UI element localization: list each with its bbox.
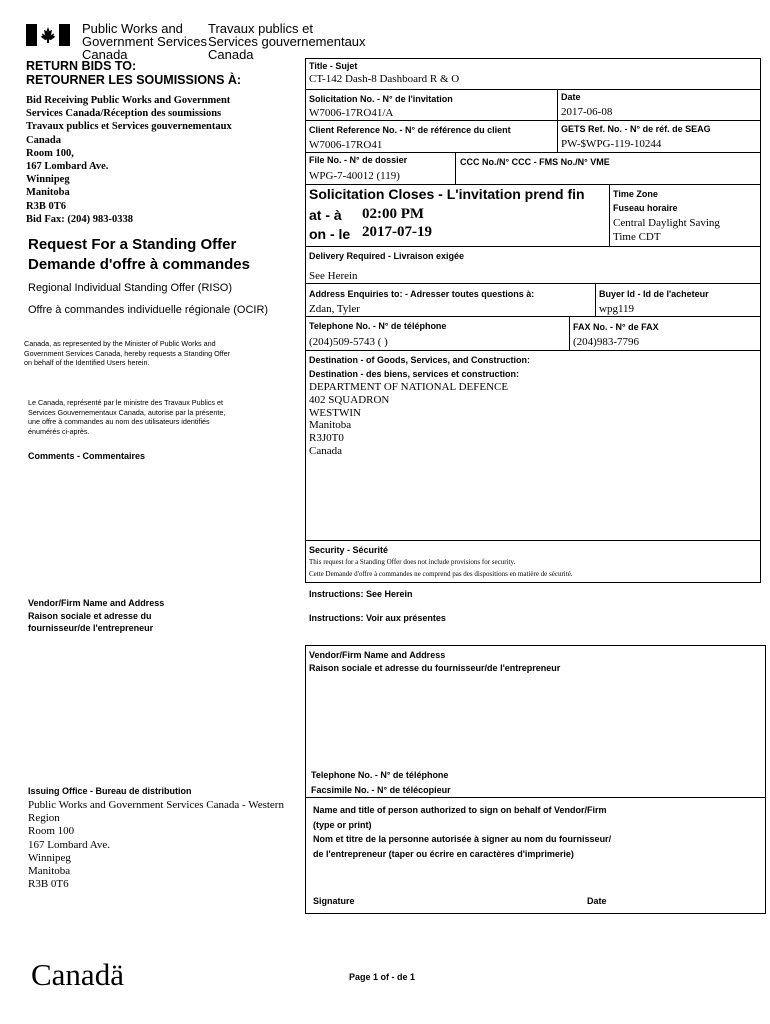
address-enquiries-value: Zdan, Tyler (309, 303, 360, 315)
address-line: Services Canada/Réception des soumissions (26, 108, 222, 120)
vendor-telephone-label: Telephone No. - N° de téléphone (311, 770, 449, 780)
destination-label-en: Destination - of Goods, Services, and Construction: (309, 355, 531, 365)
solicitation-label: Solicitation No. - N° de l'invitation (309, 94, 453, 104)
security-text-en: This request for a Standing Offer does not include provisions for security. (309, 558, 516, 566)
authorized-signer-label (313, 803, 611, 861)
telephone-label: Telephone No. - N° de téléphone (309, 321, 447, 331)
paragraph-line: Services Gouvernementaux Canada, autorise par la présente, (28, 407, 226, 417)
client-reference-value: W7006-17RO41 (309, 139, 383, 151)
closing-date-value: 2017-07-19 (362, 224, 432, 240)
department-name-fr (208, 22, 366, 61)
gets-ref-label: GETS Ref. No. - N° de réf. de SEAG (561, 124, 711, 134)
time-zone-value-cont: Time CDT (613, 231, 661, 243)
issuing-line: R3B 0T6 (28, 878, 69, 891)
destination-label-fr: Destination - des biens, services et construction: (309, 369, 520, 379)
issuing-line: Public Works and Government Services Canada - Western (28, 799, 284, 811)
vendor-box-label-fr: Raison sociale et adresse du fournisseur/de l'entrepreneur (309, 663, 561, 673)
request-title-fr: Demande d'offre à commandes (28, 256, 250, 273)
security-text-fr: Cette Demande d'offre à commandes ne comprend pas des dispositions en matière de sécurité. (309, 570, 573, 578)
rule (305, 152, 761, 153)
bid-fax: Bid Fax: (204) 983-0338 (26, 213, 134, 225)
address-line: 167 Lombard Ave. (26, 161, 109, 173)
solicitation-closes-title: Solicitation Closes - L'invitation prend fin (309, 186, 585, 202)
date-label: Date (561, 92, 581, 102)
telephone-value: (204)509-5743 ( ) (309, 336, 388, 348)
standing-offer-type-fr: Offre à commandes individuelle régionale (OCIR) (28, 304, 269, 316)
vendor-left-label (28, 597, 164, 635)
time-zone-label: Time Zone (613, 189, 658, 199)
destination-address (309, 381, 508, 458)
paragraph-line: une offre à commandes au nom des utilisateurs identifiés (28, 417, 210, 426)
solicitation-value: W7006-17RO41/A (309, 107, 394, 119)
paragraph-line: Government Services Canada, hereby requests a Standing Offer (24, 348, 231, 358)
dept-fr-line: Services gouvernementaux (208, 34, 366, 49)
closing-time-value: 02:00 PM (362, 206, 425, 222)
bid-receiving-address (26, 94, 232, 226)
signer-label-line: Name and title of person authorized to sign on behalf of Vendor/Firm (313, 805, 607, 815)
signer-label-line: Nom et titre de la personne autorisée à signer au nom du fournisseur/ (313, 834, 612, 844)
rule (305, 246, 761, 247)
rule (305, 540, 761, 541)
client-reference-label: Client Reference No. - N° de référence du client (309, 125, 511, 135)
vendor-label-line: Raison sociale et adresse du (28, 610, 152, 621)
destination-line: WESTWIN (309, 406, 361, 419)
address-line: Manitoba (26, 187, 70, 199)
fax-value: (204)983-7796 (573, 336, 639, 348)
vendor-box-label-en: Vendor/Firm Name and Address (309, 650, 446, 660)
vendor-label-line: Vendor/Firm Name and Address (28, 598, 165, 608)
return-bids-title-fr: RETOURNER LES SOUMISSIONS À: (26, 73, 242, 87)
issuing-line: Region (28, 812, 60, 825)
signature-label: Signature (313, 896, 355, 906)
signature-date-label: Date (587, 896, 607, 906)
time-zone-value: Central Daylight Saving (613, 217, 720, 229)
address-line: Winnipeg (26, 174, 70, 186)
date-value: 2017-06-08 (561, 106, 613, 118)
destination-line: DEPARTMENT OF NATIONAL DEFENCE (309, 381, 509, 393)
destination-line: R3J0T0 (309, 432, 344, 445)
page-number: Page 1 of - de 1 (349, 972, 416, 982)
return-bids-title-en: RETURN BIDS TO: (26, 59, 137, 73)
ccc-fms-label: CCC No./N° CCC - FMS No./N° VME (460, 157, 610, 167)
file-number-label: File No. - N° de dossier (309, 155, 408, 165)
rule (305, 89, 761, 90)
request-title-en: Request For a Standing Offer (28, 236, 237, 253)
vendor-facsimile-label: Facsimile No. - N° de télécopieur (311, 785, 451, 795)
paragraph-line: énumérés ci-après. (28, 426, 90, 436)
comments-label: Comments - Commentaires (28, 451, 146, 461)
dept-fr-line: Canada (208, 47, 254, 62)
security-label: Security - Sécurité (309, 545, 389, 555)
file-number-value: WPG-7-40012 (119) (309, 170, 400, 182)
title-value: CT-142 Dash-8 Dashboard R & O (309, 73, 460, 85)
dept-fr-line: Travaux publics et (208, 21, 314, 36)
issuing-line: Winnipeg (28, 851, 71, 864)
rule (305, 120, 761, 121)
instructions-fr: Instructions: Voir aux présentes (309, 613, 446, 623)
paragraph-line: Le Canada, représenté par le ministre des Travaux Publics et (28, 398, 223, 407)
rule (305, 350, 761, 351)
closing-on-label: on - le (309, 226, 351, 242)
dept-en-line: Public Works and (82, 21, 183, 36)
vendor-label-line: fournisseur/de l'entrepreneur (28, 623, 154, 633)
title-label: Title - Sujet (309, 61, 358, 71)
issuing-office-label: Issuing Office - Bureau de distribution (28, 786, 192, 796)
buyer-id-label: Buyer Id - Id de l'acheteur (599, 289, 709, 299)
delivery-label: Delivery Required - Livraison exigée (309, 251, 465, 261)
address-line: Bid Receiving Public Works and Government (26, 95, 231, 106)
address-line: Travaux publics et Services gouvernementaux (26, 121, 232, 133)
standing-offer-type-en: Regional Individual Standing Offer (RISO) (28, 282, 233, 294)
destination-line: Canada (309, 444, 342, 457)
paragraph-line: on behalf of the Identified Users herein. (24, 358, 150, 367)
fuseau-horaire-label: Fuseau horaire (613, 203, 678, 213)
address-line: Canada (26, 134, 62, 146)
buyer-id-value: wpg119 (599, 303, 635, 315)
gets-ref-value: PW-$WPG-119-10244 (561, 138, 662, 150)
department-name-en (82, 22, 207, 61)
signer-label-line: (type or print) (313, 819, 372, 830)
divider (609, 184, 610, 246)
divider (557, 89, 558, 152)
issuing-office-address (28, 799, 284, 891)
rule (305, 316, 761, 317)
request-paragraph-fr (28, 398, 225, 436)
signer-label-line: de l'entrepreneur (taper ou écrire en caractères d'imprimerie) (313, 848, 574, 859)
issuing-line: 167 Lombard Ave. (28, 838, 110, 851)
dept-en-line: Canada (82, 47, 128, 62)
address-enquiries-label: Address Enquiries to: - Adresser toutes questions à: (309, 289, 535, 299)
canada-flag-icon (26, 24, 70, 46)
dept-en-line: Government Services (82, 34, 207, 49)
divider (569, 316, 570, 350)
rule (305, 797, 766, 798)
paragraph-line: Canada, as represented by the Minister of Public Works and (24, 339, 216, 348)
divider (455, 152, 456, 184)
canada-wordmark: Canadä (31, 957, 124, 992)
rule (305, 283, 761, 284)
destination-line: 402 SQUADRON (309, 393, 390, 406)
divider (595, 283, 596, 316)
rule (305, 184, 761, 185)
address-line: Room 100, (26, 147, 74, 159)
destination-line: Manitoba (309, 419, 352, 432)
fax-label: FAX No. - N° de FAX (573, 322, 659, 332)
issuing-line: Room 100 (28, 825, 75, 838)
issuing-line: Manitoba (28, 865, 71, 878)
instructions-en: Instructions: See Herein (309, 589, 413, 599)
address-line: R3B 0T6 (26, 200, 66, 212)
delivery-value: See Herein (309, 270, 358, 282)
closing-at-label: at - à (309, 207, 342, 223)
request-paragraph-en (24, 339, 230, 368)
